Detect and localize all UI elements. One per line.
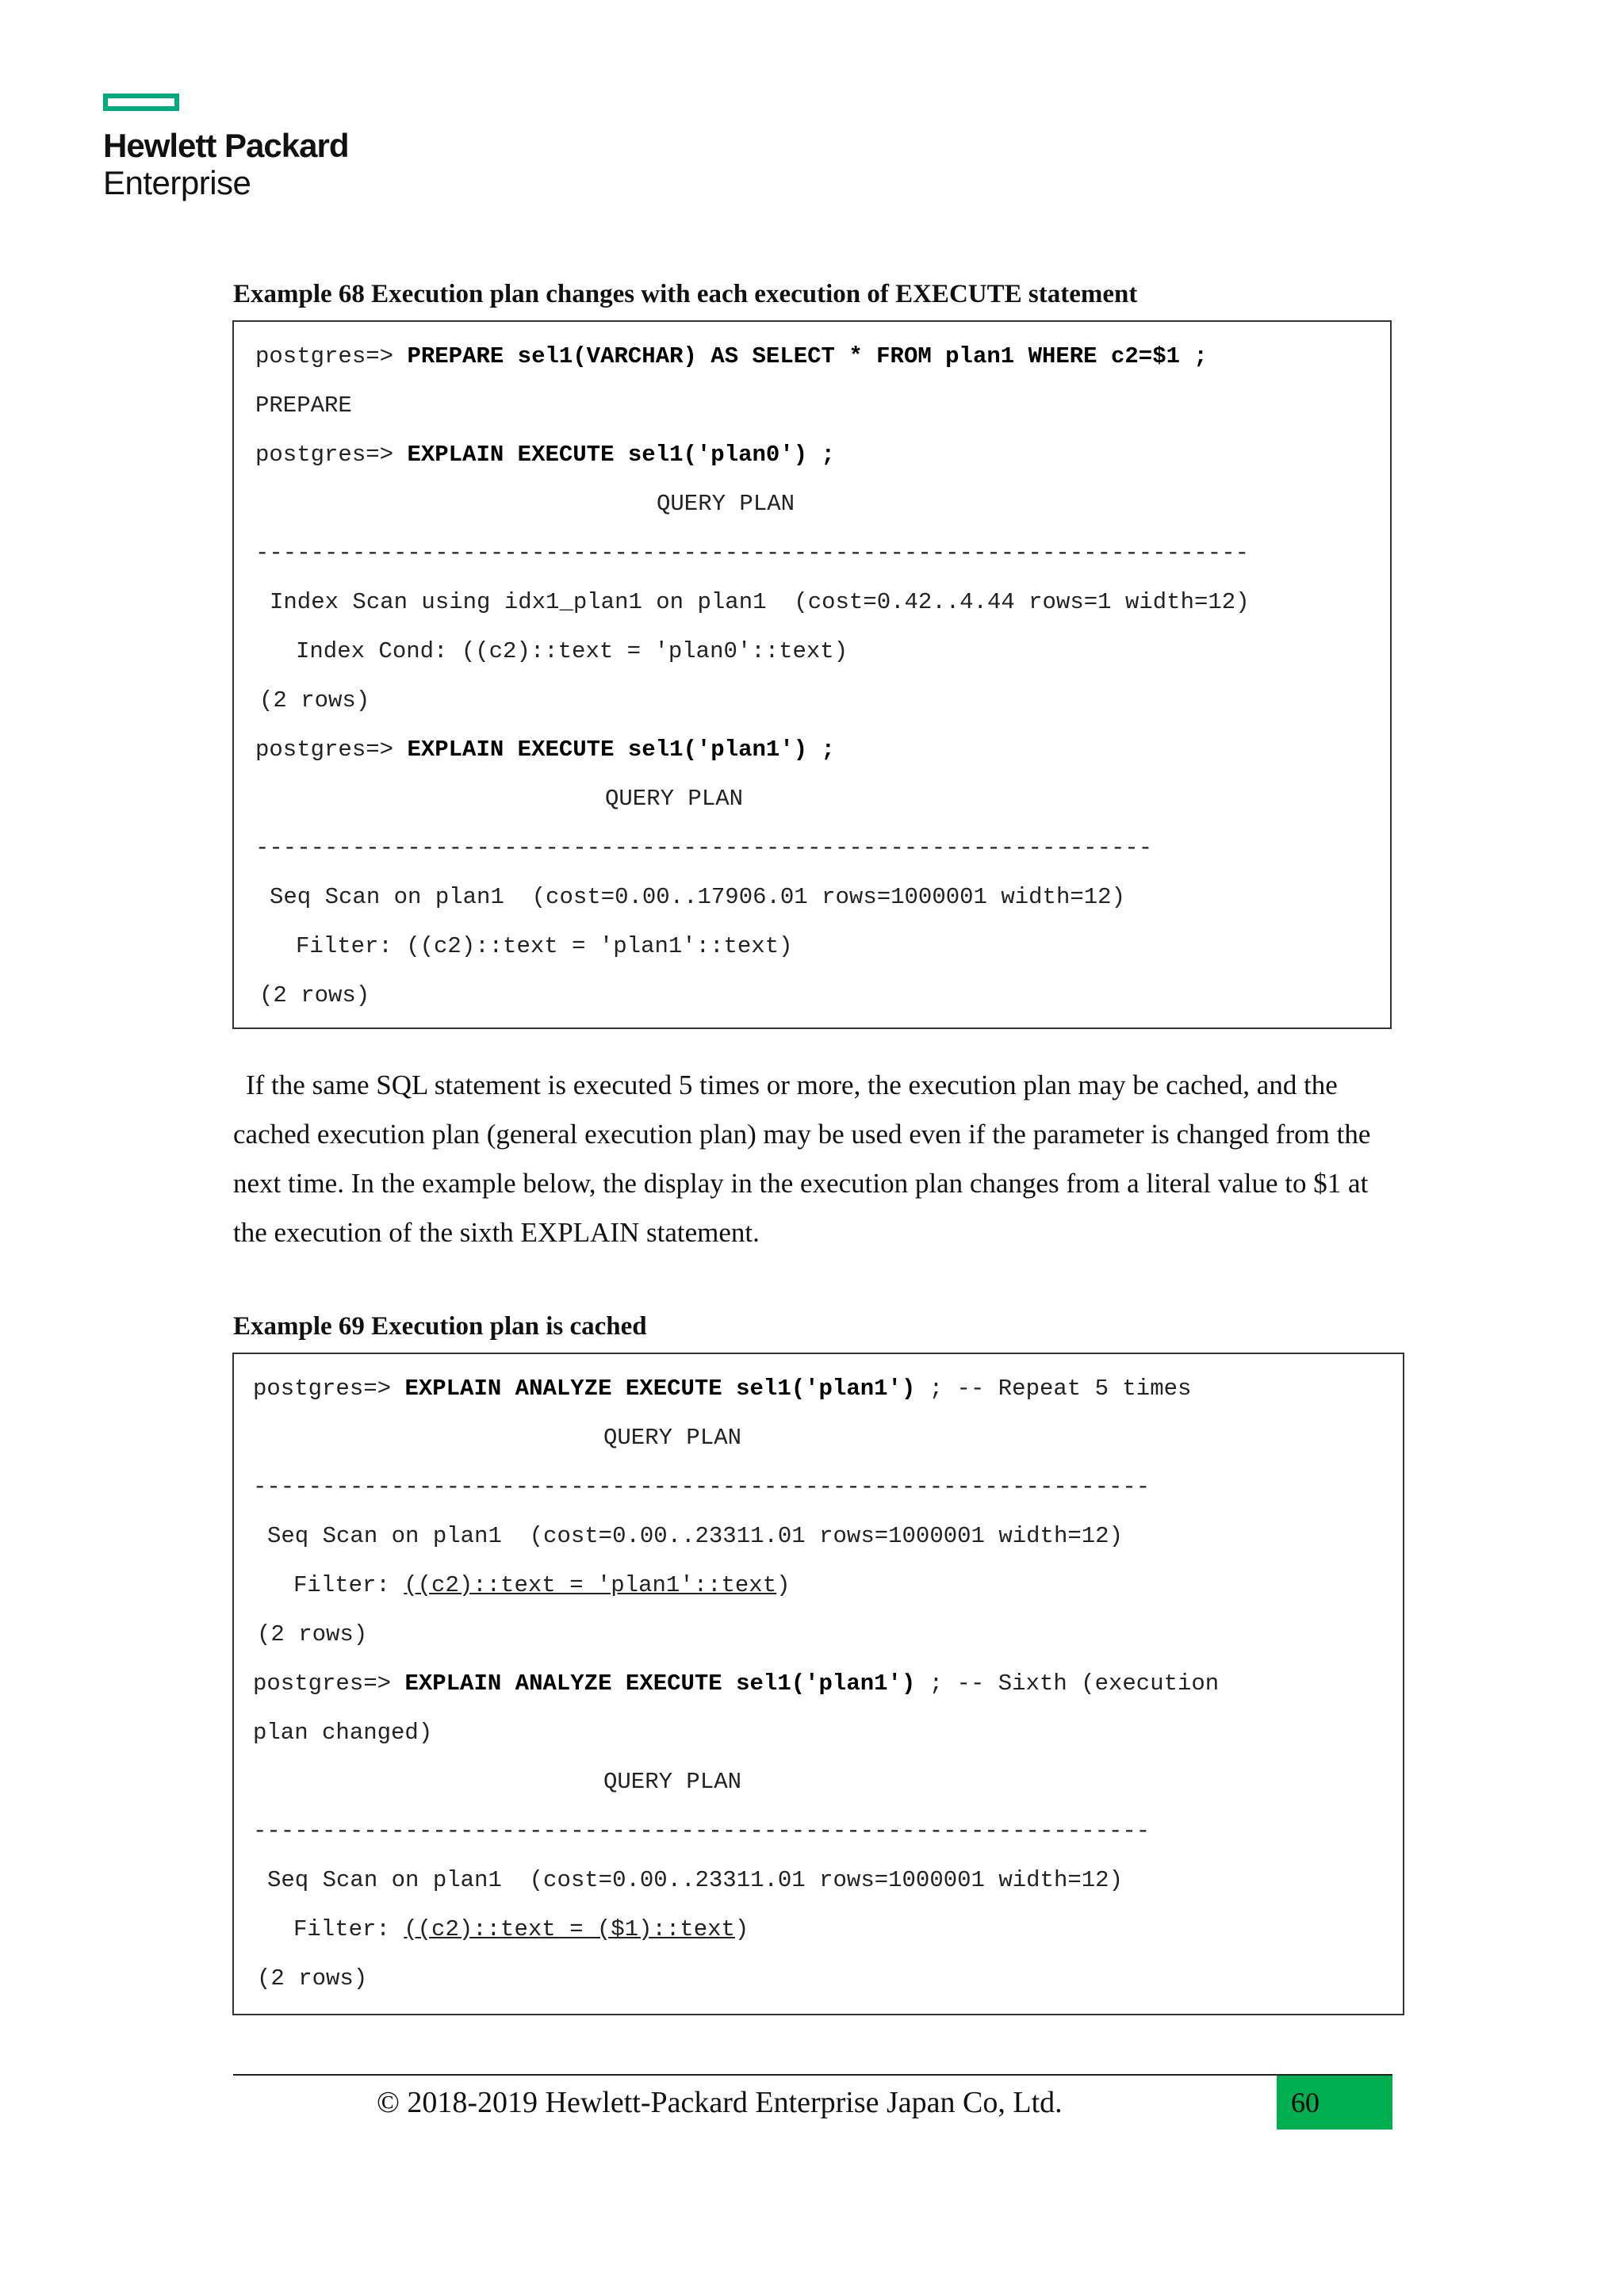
code-line: ----------------------------------------------------------------- (255, 835, 1153, 861)
code-line: Seq Scan on plan1 (cost=0.00..23311.01 rows=1000001 width=12) (267, 1867, 1123, 1893)
code-line: PREPARE (255, 392, 352, 419)
code-line (253, 1373, 1191, 1405)
prompt: postgres=> (253, 1670, 405, 1697)
underlined-condition: ((c2)::text = ($1)::text (404, 1916, 735, 1942)
code-line: Seq Scan on plan1 (cost=0.00..17906.01 rows=1000001 width=12) (270, 884, 1125, 910)
code-line: Filter: ((c2)::text = 'plan1'::text) (296, 933, 793, 959)
code-line: QUERY PLAN (657, 491, 795, 517)
code-line: plan changed) (253, 1720, 433, 1746)
prompt: postgres=> (255, 737, 408, 763)
code-line (255, 439, 835, 471)
code-line (293, 1914, 749, 1946)
code-line: QUERY PLAN (603, 1425, 742, 1451)
paragraph-text: If the same SQL statement is executed 5 times or more, the execution plan may be cached, and the cached execution plan (general execution plan) may be used even if the parameter is changed from the next time. In the example below, the display in the execution plan changes from a literal value to $1 at the execution of the sixth EXPLAIN statement. (233, 1070, 1371, 1248)
code-line: (2 rows) (259, 982, 370, 1008)
command: EXPLAIN EXECUTE sel1('plan1') ; (407, 737, 835, 763)
prompt: postgres=> (255, 343, 408, 369)
command: EXPLAIN ANALYZE EXECUTE sel1('plan1') (404, 1670, 916, 1697)
code-line: (2 rows) (257, 1621, 368, 1647)
code-line: ----------------------------------------------------------------- (253, 1474, 1151, 1500)
prompt: postgres=> (255, 442, 408, 468)
filter-label: Filter: (293, 1572, 404, 1598)
filter-label: Filter: (293, 1916, 404, 1942)
command: EXPLAIN EXECUTE sel1('plan0') ; (407, 442, 835, 468)
footer-copyright: © 2018-2019 Hewlett-Packard Enterprise Japan Co, Ltd. (377, 2086, 1063, 2119)
code-line (293, 1570, 791, 1601)
comment: ; -- Repeat 5 times (915, 1376, 1192, 1402)
code-line: Seq Scan on plan1 (cost=0.00..23311.01 rows=1000001 width=12) (267, 1523, 1123, 1549)
code-line: (2 rows) (259, 687, 370, 714)
close-paren: ) (776, 1572, 791, 1598)
code-line: QUERY PLAN (603, 1769, 742, 1795)
example69-code-block (232, 1353, 1404, 2015)
comment: ; -- Sixth (execution (915, 1670, 1220, 1697)
body-paragraph (233, 1061, 1399, 1257)
logo-text-line1: Hewlett Packard (103, 127, 349, 164)
example69-caption: Example 69 Execution plan is cached (233, 1312, 647, 1341)
code-line: (2 rows) (257, 1965, 368, 1992)
example68-caption: Example 68 Execution plan changes with each execution of EXECUTE statement (233, 280, 1138, 308)
close-paren: ) (734, 1916, 749, 1942)
footer-divider (233, 2074, 1392, 2076)
page-number: 60 (1291, 2087, 1320, 2118)
logo-text-line2: Enterprise (103, 164, 251, 201)
code-line: Index Cond: ((c2)::text = 'plan0'::text) (296, 638, 848, 664)
code-line: Index Scan using idx1_plan1 on plan1 (cost=0.42..4.44 rows=1 width=12) (270, 589, 1250, 615)
code-line (255, 734, 835, 766)
command: PREPARE sel1(VARCHAR) AS SELECT * FROM plan1 WHERE c2=$1 ; (407, 343, 1208, 369)
code-line: ----------------------------------------------------------------- (253, 1818, 1151, 1844)
code-line: QUERY PLAN (605, 786, 744, 812)
code-line (255, 341, 1208, 373)
command: EXPLAIN ANALYZE EXECUTE sel1('plan1') (404, 1376, 916, 1402)
underlined-condition: ((c2)::text = 'plan1'::text (404, 1572, 777, 1598)
code-line (253, 1668, 1219, 1700)
logo-rectangle-icon (103, 94, 179, 111)
hpe-logo (103, 94, 348, 201)
code-line: ------------------------------------------------------------------------ (255, 540, 1250, 566)
prompt: postgres=> (253, 1376, 405, 1402)
page-number-badge (1277, 2076, 1392, 2130)
example68-code-block (232, 320, 1392, 1029)
